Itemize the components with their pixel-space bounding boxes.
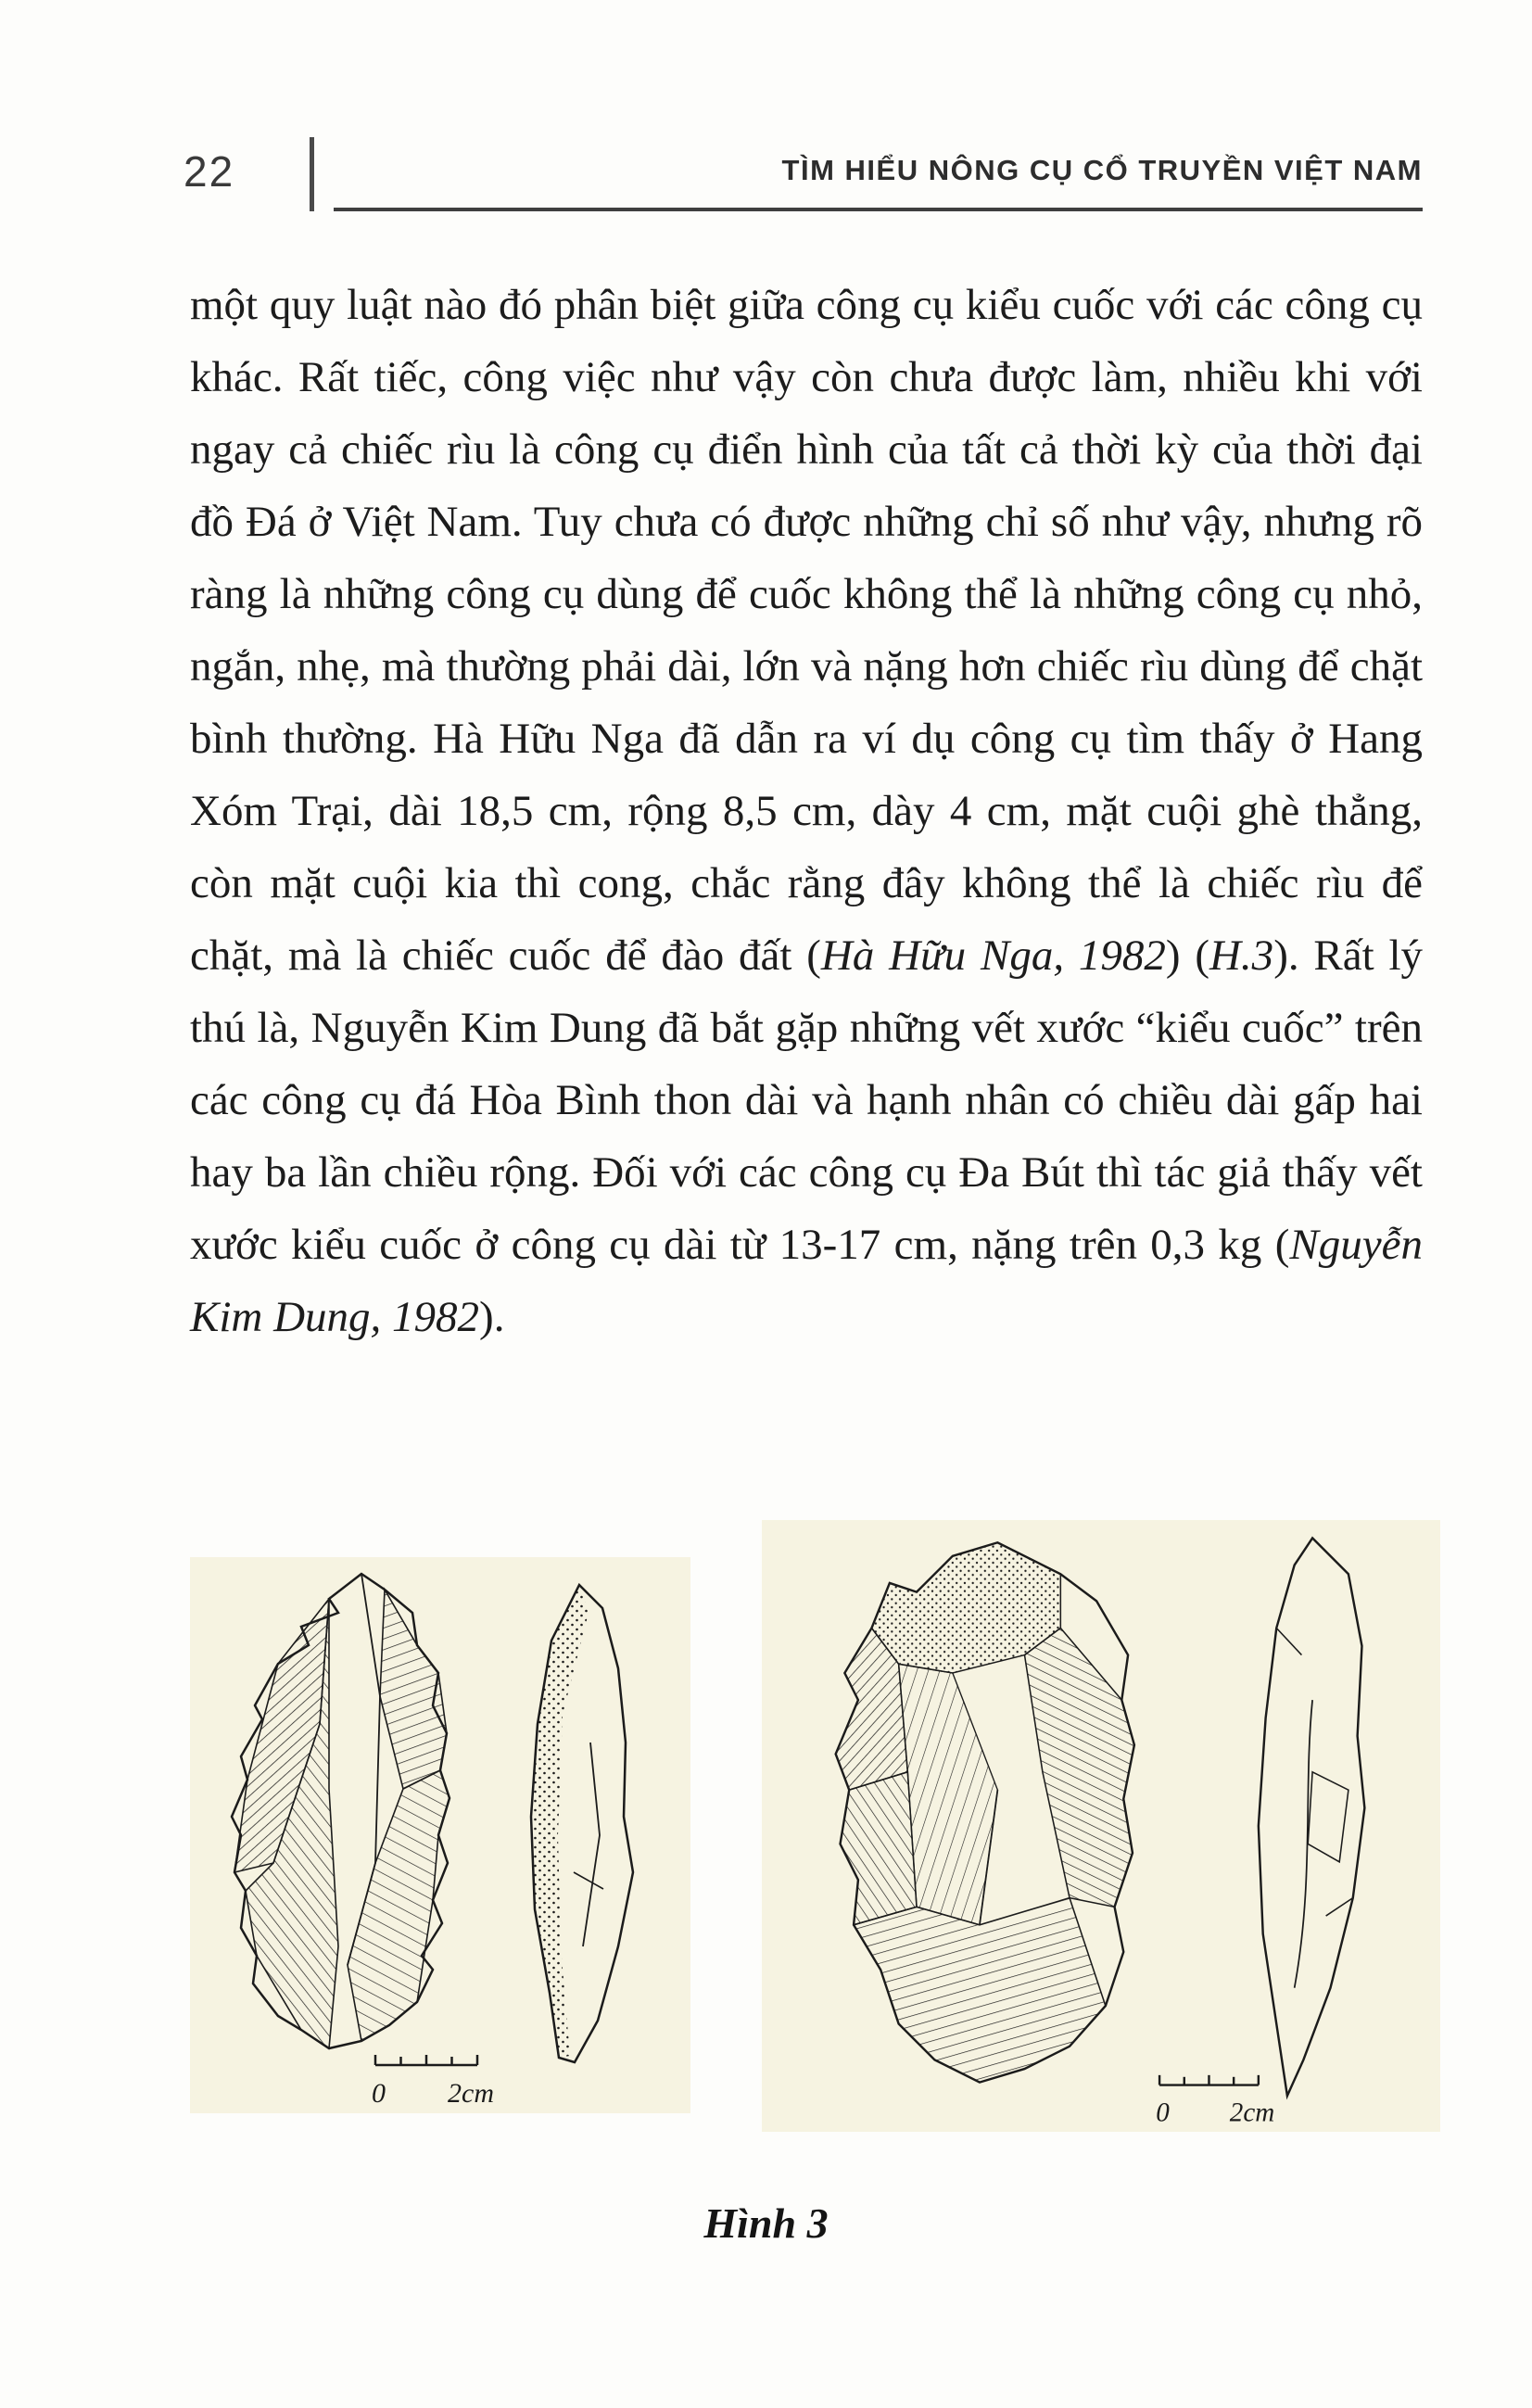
- page-number: 22: [184, 147, 235, 196]
- header-rule: [334, 208, 1423, 211]
- figure-panel-right: [762, 1520, 1440, 2132]
- scale-bar: [1156, 2075, 1274, 2128]
- citation-italic-text: Nguyễn Kim Dung, 1982: [190, 1221, 1423, 1341]
- paragraph-text: một quy luật nào đó phân biệt giữa công cụ kiểu cuốc với các công cụ khác. Rất tiếc, công việc như vậy còn chưa được làm, nhiều khi với ngay cả chiếc rìu là công cụ điển hình của tất cả thời kỳ của thời đại đồ Đá ở Việt Nam. Tuy chưa có được những chỉ số như vậy, nhưng rõ ràng là những công cụ dùng để cuốc không thể là những công cụ nhỏ, ngắn, nhẹ, mà thường phải dài, lớn và nặng hơn chiếc rìu dùng để chặt bình thường. Hà Hữu Nga đã dẫn ra ví dụ công cụ tìm thấy ở Hang Xóm Trại, dài 18,5 cm, rộng 8,5 cm, dày 4 cm, mặt cuội ghè thẳng, còn mặt cuội kia thì cong, chắc rằng đây không thể là chiếc rìu để chặt, mà là chiếc cuốc để đào đất (: [190, 281, 1423, 980]
- tool-front-view-drawing: [232, 1574, 449, 2048]
- stone-tools-drawing-right: [762, 1520, 1440, 2132]
- scale-zero-label: 0: [372, 2078, 386, 2109]
- scale-unit-label: 2cm: [448, 2078, 494, 2109]
- scale-unit-label: 2cm: [1229, 2097, 1275, 2128]
- tool-side-view-drawing: [531, 1585, 633, 2062]
- figure-caption: Hình 3: [703, 2199, 829, 2247]
- running-head-title: TÌM HIỂU NÔNG CỤ CỔ TRUYỀN VIỆT NAM: [781, 154, 1423, 186]
- citation-italic-text: Hà Hữu Nga, 1982: [820, 932, 1166, 980]
- paragraph-text: ).: [479, 1293, 505, 1341]
- scale-bar: [372, 2055, 494, 2109]
- paragraph-text: ). Rất lý thú là, Nguyễn Kim Dung đã bắt gặp những vết xước “kiểu cuốc” trên các công cụ đá Hòa Bình thon dài và hạnh nhân có chiều dài gấp hai hay ba lần chiều rộng. Đối với các công cụ Đa Bút thì tác giả thấy vết xước kiểu cuốc ở công cụ dài từ 13-17 cm, nặng trên 0,3 kg (: [190, 932, 1423, 1269]
- tool-side-view-drawing: [1259, 1538, 1365, 2096]
- scale-zero-label: 0: [1156, 2097, 1170, 2128]
- paragraph-text: ) (: [1165, 932, 1209, 980]
- body-paragraph: [190, 269, 1423, 1353]
- handaxe-front-view-drawing: [836, 1542, 1134, 2082]
- citation-italic-text: H.3: [1209, 932, 1274, 980]
- figure-panel-left: [190, 1557, 690, 2113]
- stone-tools-drawing-left: [190, 1557, 690, 2113]
- header-divider: [310, 137, 314, 211]
